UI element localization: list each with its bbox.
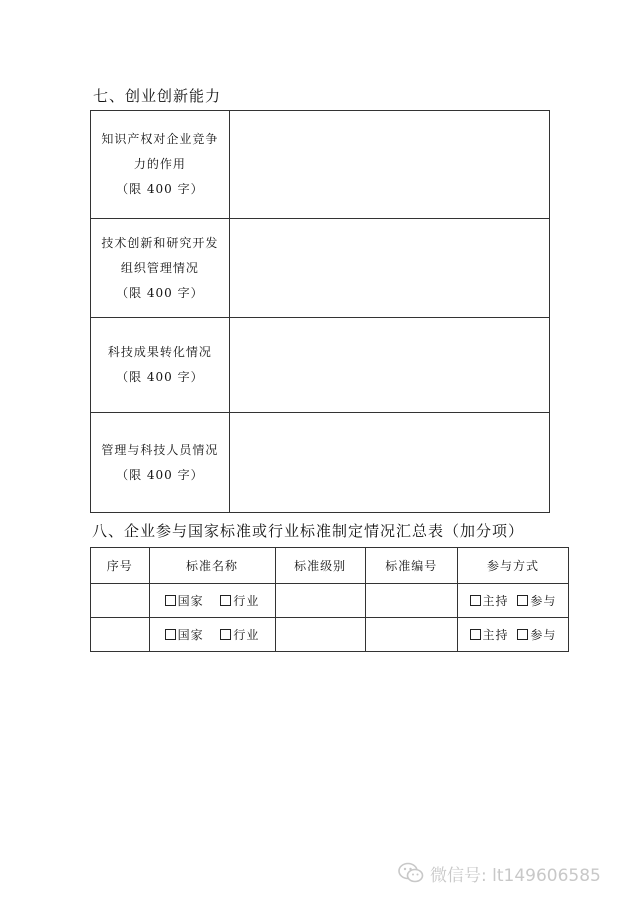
table-row <box>91 318 550 413</box>
innovation-ability-table <box>90 110 550 513</box>
checkbox-icon[interactable] <box>470 629 481 640</box>
participate-option[interactable] <box>517 626 556 643</box>
watermark-text: 微信号: lt149606585 <box>430 865 601 886</box>
table-row <box>91 413 550 513</box>
checkbox-icon[interactable] <box>220 595 231 606</box>
national-option[interactable] <box>165 626 204 643</box>
checkbox-icon[interactable] <box>517 595 528 606</box>
table-row <box>91 111 550 219</box>
label-line: 力的作用 <box>133 157 186 171</box>
index-cell[interactable] <box>91 618 150 652</box>
header-standard-name: 标准名称 <box>149 548 275 584</box>
checkbox-icon[interactable] <box>517 629 528 640</box>
option-label: 主持 <box>482 628 509 642</box>
option-label: 行业 <box>233 628 260 642</box>
participation-cell <box>457 584 568 618</box>
standard-level-cell[interactable] <box>275 584 365 618</box>
option-label: 参与 <box>530 628 557 642</box>
checkbox-icon[interactable] <box>165 595 176 606</box>
industry-option[interactable] <box>220 626 259 643</box>
section-8-title: 八、企业参与国家标准或行业标准制定情况汇总表（加分项） <box>92 522 525 540</box>
lead-option[interactable] <box>470 592 509 609</box>
header-standard-level: 标准级别 <box>275 548 365 584</box>
label-line: （限 400 字） <box>116 467 204 482</box>
checkbox-icon[interactable] <box>220 629 231 640</box>
wechat-icon <box>398 862 424 884</box>
option-label: 主持 <box>482 594 509 608</box>
label-line: 组织管理情况 <box>120 260 199 275</box>
option-label: 行业 <box>233 594 260 608</box>
table-row <box>91 584 569 618</box>
participation-cell <box>457 618 568 652</box>
wechat-watermark <box>398 858 628 888</box>
standard-level-cell[interactable] <box>275 618 365 652</box>
label-line: （限 400 字） <box>116 370 204 384</box>
row-label-ip <box>91 111 230 219</box>
answer-cell-rd[interactable] <box>229 219 549 318</box>
row-label-transfer <box>91 318 230 413</box>
option-label: 参与 <box>530 594 557 608</box>
index-cell[interactable] <box>91 584 150 618</box>
option-label: 国家 <box>177 594 204 608</box>
standard-name-cell <box>149 618 275 652</box>
checkbox-icon[interactable] <box>470 595 481 606</box>
header-index: 序号 <box>91 548 150 584</box>
label-line: 技术创新和研究开发 <box>101 235 219 250</box>
header-participation: 参与方式 <box>457 548 568 584</box>
answer-cell-staff[interactable] <box>229 413 549 513</box>
label-line: 科技成果转化情况 <box>107 345 212 359</box>
row-label-staff <box>91 413 230 513</box>
header-standard-number: 标准编号 <box>365 548 457 584</box>
section-7-title: 七、创业创新能力 <box>93 87 222 105</box>
option-label: 国家 <box>177 628 204 642</box>
answer-cell-transfer[interactable] <box>229 318 549 413</box>
standards-table <box>90 547 569 652</box>
national-option[interactable] <box>165 592 204 609</box>
checkbox-icon[interactable] <box>165 629 176 640</box>
standard-name-cell <box>149 584 275 618</box>
industry-option[interactable] <box>220 592 259 609</box>
table-row <box>91 618 569 652</box>
table-header-row <box>91 548 569 584</box>
row-label-rd <box>91 219 230 318</box>
label-line: （限 400 字） <box>116 285 204 300</box>
answer-cell-ip[interactable] <box>229 111 549 219</box>
standard-number-cell[interactable] <box>365 584 457 618</box>
label-line: 管理与科技人员情况 <box>101 442 219 457</box>
table-row <box>91 219 550 318</box>
standard-number-cell[interactable] <box>365 618 457 652</box>
lead-option[interactable] <box>470 626 509 643</box>
label-line: （限 400 字） <box>116 182 204 196</box>
participate-option[interactable] <box>517 592 556 609</box>
label-line: 知识产权对企业竞争 <box>101 132 219 146</box>
